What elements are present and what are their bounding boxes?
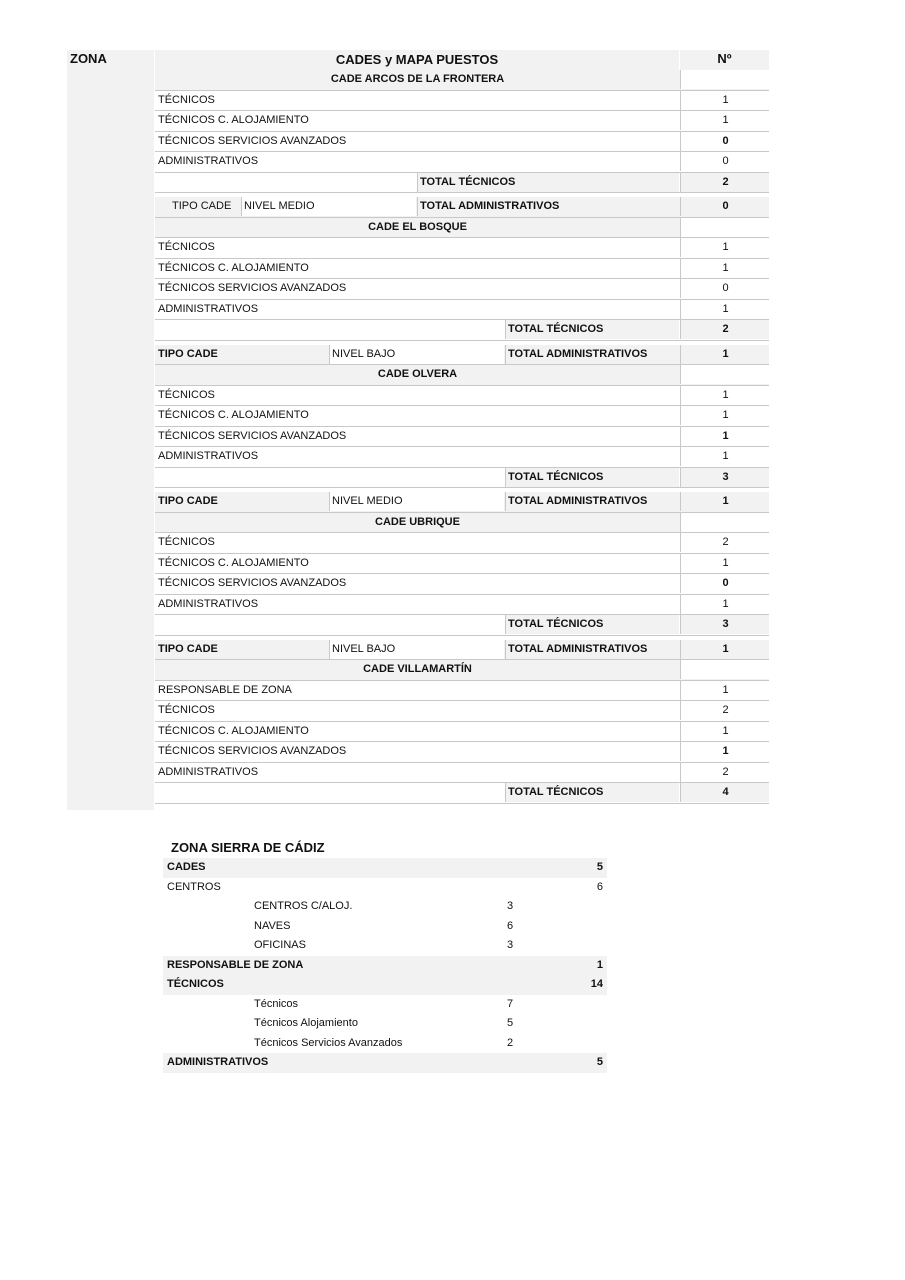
summary-row [163, 1014, 607, 1034]
cade-name: CADE OLVERA [377, 368, 458, 380]
tipo-label: TIPO CADE [158, 642, 218, 655]
total-admin-value: 1 [680, 640, 769, 659]
summary-row [163, 995, 607, 1015]
summary-label: Técnicos Alojamiento [254, 1017, 358, 1029]
number-header: Nº [680, 50, 769, 70]
table-row [155, 554, 769, 575]
summary-value: 5 [596, 1056, 603, 1068]
total-admin-label: TOTAL ADMINISTRATIVOS [505, 492, 647, 511]
table-row [155, 681, 769, 702]
table-row [155, 722, 769, 743]
total-admin-label: TOTAL ADMINISTRATIVOS [505, 345, 647, 364]
row-value: 0 [680, 279, 769, 298]
row-value: 1 [680, 742, 769, 761]
table-row [155, 701, 769, 722]
table-row [155, 406, 769, 427]
summary-label: CENTROS C/ALOJ. [254, 900, 353, 912]
summary-value: 1 [596, 958, 603, 971]
total-value: 4 [680, 783, 769, 802]
tipo-cade-row [155, 492, 769, 513]
total-admin-value: 1 [680, 345, 769, 364]
zone-summary [163, 838, 607, 1073]
summary-row [163, 917, 607, 937]
row-value: 1 [680, 300, 769, 319]
row-label: TÉCNICOS [158, 704, 215, 716]
cade-name: CADE UBRIQUE [375, 515, 460, 528]
summary-value: 6 [507, 919, 514, 932]
table-row [155, 595, 769, 616]
row-value: 2 [680, 763, 769, 782]
row-value: 2 [680, 533, 769, 552]
row-value: 1 [680, 386, 769, 405]
row-label: TÉCNICOS [158, 388, 215, 401]
tipo-cade-row [155, 345, 769, 366]
summary-row [163, 878, 607, 898]
summary-row [163, 956, 607, 976]
row-value: 1 [680, 111, 769, 130]
total-tecnicos-row [155, 783, 769, 804]
table-row [155, 132, 769, 153]
zona-column [67, 70, 154, 810]
table-row [155, 447, 769, 468]
table-title: CADES y MAPA PUESTOS [155, 50, 679, 70]
table-row [155, 91, 769, 112]
row-label: TÉCNICOS SERVICIOS AVANZADOS [158, 577, 347, 589]
row-value: 1 [680, 554, 769, 573]
table-row [155, 427, 769, 448]
tipo-label: TIPO CADE [158, 495, 218, 507]
summary-value: 3 [507, 900, 514, 912]
cade-header-ubrique [155, 513, 769, 534]
row-label: ADMINISTRATIVOS [158, 155, 259, 167]
total-label: TOTAL TÉCNICOS [505, 615, 679, 634]
table-row [155, 300, 769, 321]
tipo-cade-row [155, 640, 769, 661]
table-row [155, 742, 769, 763]
tipo-label: TIPO CADE [158, 347, 218, 360]
row-label: TÉCNICOS C. ALOJAMIENTO [158, 114, 309, 126]
summary-row [163, 936, 607, 956]
total-admin-value: 1 [680, 492, 769, 511]
cade-header-olvera [155, 365, 769, 386]
row-value: 1 [680, 427, 769, 446]
total-label: TOTAL TÉCNICOS [505, 320, 679, 339]
row-label: TÉCNICOS SERVICIOS AVANZADOS [158, 134, 347, 147]
row-value: 2 [680, 701, 769, 720]
tipo-value: NIVEL BAJO [329, 345, 504, 364]
summary-label: Técnicos [254, 997, 299, 1010]
summary-label: NAVES [254, 919, 291, 932]
summary-value: 5 [596, 861, 603, 873]
row-label: TÉCNICOS [158, 241, 215, 253]
total-value: 2 [680, 173, 769, 192]
row-value: 1 [680, 91, 769, 110]
row-value: 1 [680, 722, 769, 741]
summary-row [163, 897, 607, 917]
row-value: 1 [680, 447, 769, 466]
summary-row [163, 1034, 607, 1054]
summary-row [163, 858, 607, 878]
table-row [155, 279, 769, 300]
total-value: 3 [680, 615, 769, 634]
tipo-value: NIVEL MEDIO [329, 492, 504, 511]
row-value: 1 [680, 595, 769, 614]
table-row [155, 259, 769, 280]
row-label: ADMINISTRATIVOS [158, 450, 259, 462]
total-value: 3 [680, 468, 769, 487]
total-admin-value: 0 [680, 197, 769, 216]
row-label: TÉCNICOS SERVICIOS AVANZADOS [158, 282, 347, 294]
summary-label: OFICINAS [254, 939, 306, 951]
table-row [155, 533, 769, 554]
cade-header-arcos [155, 70, 769, 91]
row-label: TÉCNICOS C. ALOJAMIENTO [158, 556, 309, 569]
total-admin-label: TOTAL ADMINISTRATIVOS [505, 640, 647, 659]
table-row [155, 763, 769, 784]
table-row [155, 152, 769, 173]
table-row [155, 574, 769, 595]
row-value: 0 [680, 132, 769, 151]
row-value: 1 [680, 681, 769, 700]
cade-name: CADE ARCOS DE LA FRONTERA [330, 73, 505, 85]
row-label: ADMINISTRATIVOS [158, 765, 259, 778]
cade-header-el-bosque [155, 218, 769, 239]
cade-header-villamartin [155, 660, 769, 681]
row-label: TÉCNICOS SERVICIOS AVANZADOS [158, 745, 347, 757]
table-row [155, 386, 769, 407]
summary-label: Técnicos Servicios Avanzados [254, 1036, 403, 1049]
zona-header: ZONA [67, 50, 154, 70]
tipo-value: NIVEL BAJO [329, 640, 504, 659]
summary-label: ADMINISTRATIVOS [167, 1056, 269, 1068]
table-row [155, 111, 769, 132]
summary-value: 7 [507, 997, 514, 1010]
summary-row [163, 975, 607, 995]
summary-value: 3 [507, 939, 514, 951]
total-label: TOTAL TÉCNICOS [417, 173, 679, 192]
total-tecnicos-row [155, 320, 769, 341]
total-value: 2 [680, 320, 769, 339]
row-label: ADMINISTRATIVOS [158, 302, 259, 315]
total-tecnicos-row [155, 173, 769, 194]
total-label: TOTAL TÉCNICOS [505, 783, 679, 802]
row-value: 1 [680, 259, 769, 278]
row-label: RESPONSABLE DE ZONA [158, 683, 292, 696]
row-value: 0 [680, 574, 769, 593]
summary-label: TÉCNICOS [167, 978, 224, 990]
tipo-cade-row [155, 197, 769, 218]
summary-row [163, 1053, 607, 1073]
row-label: ADMINISTRATIVOS [158, 597, 259, 610]
row-value: 1 [680, 238, 769, 257]
table-row [155, 238, 769, 259]
cades-table [67, 50, 769, 810]
row-value: 0 [680, 152, 769, 171]
summary-label: CADES [167, 861, 206, 873]
summary-value: 6 [596, 880, 603, 893]
summary-label: CENTROS [167, 880, 221, 893]
total-tecnicos-row [155, 468, 769, 489]
tipo-label: TIPO CADE [172, 200, 232, 212]
summary-value: 14 [590, 978, 603, 990]
summary-value: 2 [507, 1036, 514, 1049]
total-admin-label: TOTAL ADMINISTRATIVOS [417, 197, 559, 216]
cade-name: CADE VILLAMARTÍN [363, 663, 472, 675]
total-tecnicos-row [155, 615, 769, 636]
summary-title: ZONA SIERRA DE CÁDIZ [171, 840, 325, 855]
tipo-value: NIVEL MEDIO [241, 197, 416, 216]
row-label: TÉCNICOS C. ALOJAMIENTO [158, 409, 309, 421]
summary-label: RESPONSABLE DE ZONA [167, 958, 304, 971]
total-label: TOTAL TÉCNICOS [505, 468, 679, 487]
row-label: TÉCNICOS C. ALOJAMIENTO [158, 261, 309, 274]
row-label: TÉCNICOS [158, 536, 215, 548]
summary-value: 5 [507, 1017, 514, 1029]
row-label: TÉCNICOS C. ALOJAMIENTO [158, 724, 309, 737]
row-label: TÉCNICOS SERVICIOS AVANZADOS [158, 429, 347, 442]
cade-name: CADE EL BOSQUE [368, 220, 467, 233]
row-label: TÉCNICOS [158, 93, 215, 106]
row-value: 1 [680, 406, 769, 425]
